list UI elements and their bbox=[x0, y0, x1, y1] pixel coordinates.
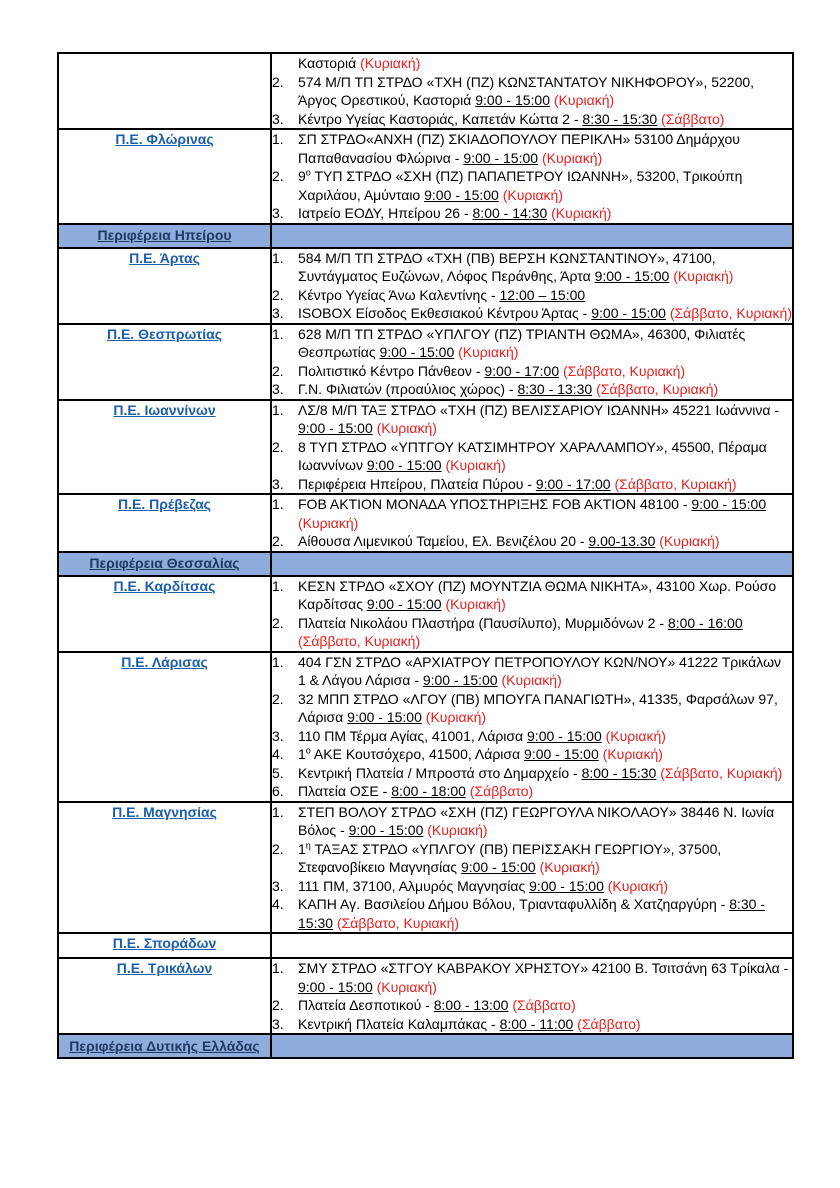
table-row bbox=[58, 652, 793, 802]
day-note: (Σάββατο, Κυριακή) bbox=[669, 305, 792, 321]
table-row bbox=[58, 129, 793, 224]
text-segment: Πολιτιστικό Κέντρο Πάνθεον - bbox=[298, 362, 485, 379]
time-range: 9:00 - 15:00 bbox=[347, 709, 422, 725]
item-number: 1. bbox=[272, 249, 284, 266]
item-number: 1. bbox=[272, 496, 284, 512]
list-item bbox=[272, 745, 792, 764]
section-header-cell bbox=[58, 224, 271, 248]
items-cell bbox=[271, 933, 793, 958]
item-text bbox=[298, 764, 792, 783]
time-range: 9:00 - 15:00 bbox=[298, 978, 373, 995]
section-header-row bbox=[58, 224, 793, 248]
time-range: 8:30 - 13:30 bbox=[517, 381, 593, 397]
item-number: 2. bbox=[272, 533, 284, 549]
list-item bbox=[272, 73, 792, 110]
list-item bbox=[272, 532, 792, 551]
items-cell bbox=[271, 129, 793, 224]
item-text bbox=[298, 54, 792, 73]
day-note: (Κυριακή) bbox=[605, 727, 666, 744]
item-text bbox=[298, 653, 792, 690]
text-segment: ΤΥΠ ΣΤΡΔΟ «ΣΧΗ (ΠΖ) ΠΑΠΑΠΕΤΡΟΥ ΙΩΑΝΝΗ», 53200, Τρικούπη Χαριλάου, Αμύνταιο bbox=[298, 168, 743, 203]
table-row bbox=[58, 494, 793, 552]
item-number: 2. bbox=[272, 997, 284, 1013]
time-range: 9:00 - 15:00 bbox=[529, 877, 604, 894]
time-range: 9:00 - 15:00 bbox=[298, 420, 373, 436]
text-segment: Κέντρο Υγείας Άνω Καλεντίνης - bbox=[298, 286, 500, 303]
item-number: 3. bbox=[272, 381, 284, 397]
item-text bbox=[298, 401, 792, 438]
item-number: 2. bbox=[272, 286, 284, 303]
text-segment: 1 bbox=[298, 840, 306, 857]
day-note: (Κυριακή) bbox=[445, 596, 506, 612]
ordinal-suffix: η bbox=[305, 839, 311, 850]
item-number: 4. bbox=[272, 746, 284, 762]
day-note: (Κυριακή) bbox=[298, 514, 359, 531]
text-segment: 628 Μ/Π ΤΠ ΣΤΡΔΟ «ΥΠΛΓΟΥ (ΠΖ) ΤΡΙΑΝΤΗ ΘΩΜΑ», 46300, Φιλιατές Θεσπρωτίας bbox=[298, 325, 746, 360]
time-range: 9:00 - 15:00 bbox=[422, 672, 498, 688]
region-label: Π.Ε. Καρδίτσας bbox=[113, 577, 216, 594]
list-item bbox=[272, 895, 792, 932]
time-range: 9:00 - 15:00 bbox=[475, 92, 550, 108]
text-segment: ΤΑΞΑΣ ΣΤΡΔΟ «ΥΠΛΓΟΥ (ΠΒ) ΠΕΡΙΣΣΑΚΗ ΓΕΩΡΓΙΟΥ», 37500, Στεφανοβίκειο Μαγνησίας bbox=[298, 840, 722, 875]
item-text bbox=[298, 690, 792, 727]
text-segment: Πλατεία Δεσποτικού - bbox=[298, 997, 434, 1013]
text-segment: Κεντρική Πλατεία / Μπροστά στο Δημαρχείο - bbox=[298, 764, 582, 781]
item-text bbox=[298, 495, 792, 532]
day-note: (Κυριακή) bbox=[659, 533, 720, 549]
text-segment: ΣΠ ΣΤΡΔΟ«ΑΝΧΗ (ΠΖ) ΣΚΙΑΔΟΠΟΥΛΟΥ ΠΕΡΙΚΛΗ» 53100 Δημάρχου Παπαθανασίου Φλώρινα - bbox=[298, 131, 740, 166]
list-item bbox=[272, 167, 792, 204]
item-text bbox=[298, 438, 792, 475]
items-cell bbox=[271, 53, 793, 129]
day-note: (Σάββατο) bbox=[512, 997, 576, 1013]
day-note: (Κυριακή) bbox=[376, 420, 437, 436]
item-number: 2. bbox=[272, 438, 284, 455]
list-item bbox=[272, 475, 792, 494]
item-number: 1. bbox=[272, 131, 284, 147]
text-segment: 404 ΓΣΝ ΣΤΡΔΟ «ΑΡΧΙΑΤΡΟΥ ΠΕΤΡΟΠΟΥΛΟΥ ΚΩΝ/ΝΟΥ» 41222 Τρικάλων 1 & Λάγου Λάρισα - bbox=[298, 653, 781, 688]
item-number: 1. bbox=[272, 401, 284, 418]
items-cell bbox=[271, 576, 793, 652]
item-number: 1. bbox=[272, 803, 284, 820]
items-cell bbox=[271, 248, 793, 324]
ordinal-suffix: ο bbox=[305, 167, 311, 178]
region-cell bbox=[58, 933, 271, 958]
region-label: Π.Ε. Φλώρινας bbox=[115, 131, 214, 147]
item-text bbox=[298, 304, 792, 323]
item-text bbox=[298, 840, 792, 877]
table-row bbox=[58, 933, 793, 958]
text-segment: ΣΤΕΠ ΒΟΛΟΥ ΣΤΡΔΟ «ΣΧΗ (ΠΖ) ΓΕΩΡΓΟΥΛΑ ΝΙΚΟΛΑΟΥ» 38446 Ν. Ιωνία Βόλος - bbox=[298, 803, 775, 838]
region-label: Π.Ε. Πρέβεζας bbox=[118, 496, 211, 512]
section-header-label: Περιφέρεια Δυτικής Ελλάδας bbox=[69, 1037, 260, 1054]
item-number: 3. bbox=[272, 1015, 284, 1032]
text-segment: ISOBOX Είσοδος Εκθεσιακού Κέντρου Άρτας - bbox=[298, 305, 592, 321]
item-number: 2. bbox=[272, 614, 284, 631]
time-range: 9:00 - 17:00 bbox=[484, 362, 560, 379]
text-segment: 9 bbox=[298, 168, 306, 184]
items-cell bbox=[271, 324, 793, 400]
list-item bbox=[272, 110, 792, 129]
ordinal-suffix: ο bbox=[305, 745, 311, 756]
item-number: 3. bbox=[272, 205, 284, 221]
day-note: (Κυριακή) bbox=[376, 978, 437, 995]
item-text bbox=[298, 959, 792, 996]
item-text bbox=[298, 204, 792, 223]
item-text bbox=[298, 167, 792, 204]
region-cell bbox=[58, 324, 271, 400]
table-row bbox=[58, 53, 793, 129]
item-number: 2. bbox=[272, 362, 284, 379]
list-item bbox=[272, 996, 792, 1015]
list-item bbox=[272, 840, 792, 877]
item-number: 3. bbox=[272, 305, 284, 321]
item-number: 2. bbox=[272, 690, 284, 707]
text-segment: FOB AKTION ΜΟΝΑΔΑ ΥΠΟΣΤΗΡΙΞΗΣ FOB AKTION 48100 - bbox=[298, 496, 692, 512]
item-number: 1. bbox=[272, 577, 284, 594]
item-number: 1. bbox=[272, 653, 284, 670]
day-note: (Κυριακή) bbox=[551, 205, 612, 221]
items-cell bbox=[271, 494, 793, 552]
text-segment: Περιφέρεια Ηπείρου, Πλατεία Πύρου - bbox=[298, 475, 536, 492]
text-segment: Ιατρείο ΕΟΔΥ, Ηπείρου 26 - bbox=[298, 205, 473, 221]
item-text bbox=[298, 130, 792, 167]
item-text bbox=[298, 996, 792, 1015]
section-header-cell bbox=[58, 1034, 271, 1058]
time-range: 8:30 - 15:30 bbox=[582, 110, 658, 127]
time-range: 9:00 - 15:00 bbox=[348, 822, 424, 838]
table-body bbox=[58, 53, 793, 1058]
time-range: 9:00 - 15:00 bbox=[366, 596, 442, 612]
items-cell bbox=[271, 400, 793, 495]
item-text bbox=[298, 1015, 792, 1034]
day-note: (Κυριακή) bbox=[425, 709, 487, 725]
list-item bbox=[272, 438, 792, 475]
list-item bbox=[272, 204, 792, 223]
day-note: (Κυριακή) bbox=[360, 55, 421, 71]
item-text bbox=[298, 877, 792, 896]
list-item bbox=[272, 130, 792, 167]
day-note: (Σάββατο) bbox=[661, 110, 725, 127]
time-range: 9:00 - 15:00 bbox=[463, 149, 539, 166]
section-header-row bbox=[58, 552, 793, 576]
text-segment: Κεντρική Πλατεία Καλαμπάκας - bbox=[298, 1015, 500, 1032]
list-item bbox=[272, 764, 792, 783]
item-text bbox=[298, 362, 792, 381]
item-number: 5. bbox=[272, 764, 284, 781]
list-item bbox=[272, 495, 792, 532]
time-range: 9:00 - 17:00 bbox=[535, 475, 611, 492]
list-item bbox=[272, 803, 792, 840]
day-note: (Κυριακή) bbox=[445, 457, 506, 473]
item-number: 6. bbox=[272, 783, 284, 799]
item-number: 3. bbox=[272, 727, 284, 744]
table-row bbox=[58, 958, 793, 1034]
table-row bbox=[58, 324, 793, 400]
time-range: 9.00-13.30 bbox=[588, 533, 656, 549]
list-item bbox=[272, 877, 792, 896]
section-header-spacer-cell bbox=[271, 552, 793, 576]
text-segment: Πλατεία ΟΣΕ - bbox=[298, 783, 392, 799]
item-number: 4. bbox=[272, 896, 284, 912]
time-range: 9:00 - 15:00 bbox=[527, 727, 602, 744]
time-range: 8:00 - 16:00 bbox=[667, 614, 743, 631]
day-note: (Σάββατο) bbox=[469, 783, 534, 799]
item-text bbox=[298, 325, 792, 362]
table-row bbox=[58, 576, 793, 652]
table-row bbox=[58, 400, 793, 495]
item-text bbox=[298, 895, 792, 932]
text-segment: ΣΜΥ ΣΤΡΔΟ «ΣΤΓΟΥ ΚΑΒΡΑΚΟΥ ΧΡΗΣΤΟΥ» 42100 Β. Τσιτσάνη 63 Τρίκαλα - bbox=[298, 960, 789, 976]
day-note: (Κυριακή) bbox=[553, 92, 615, 108]
region-cell bbox=[58, 494, 271, 552]
list-item bbox=[272, 380, 792, 399]
list-item bbox=[272, 782, 792, 801]
section-header-row bbox=[58, 1034, 793, 1058]
time-range: 12:00 – 15:00 bbox=[499, 286, 586, 303]
time-range: 8:00 - 18:00 bbox=[391, 783, 466, 799]
text-segment: 32 ΜΠΠ ΣΤΡΔΟ «ΛΓΟΥ (ΠΒ) ΜΠΟΥΓΑ ΠΑΝΑΓΙΩΤΗ», 41335, Φαρσάλων 97, Λάρισα bbox=[298, 690, 778, 725]
time-range: 9:00 - 15:00 bbox=[594, 268, 670, 284]
time-range: 8:00 - 15:30 bbox=[581, 764, 657, 781]
item-text bbox=[298, 532, 792, 551]
region-cell bbox=[58, 53, 271, 129]
section-header-label: Περιφέρεια Ηπείρου bbox=[97, 227, 232, 244]
text-segment: ΑΚΕ Κουτσόχερο, 41500, Λάρισα bbox=[310, 746, 525, 762]
day-note: (Κυριακή) bbox=[541, 149, 603, 166]
list-item bbox=[272, 727, 792, 746]
list-item bbox=[272, 1015, 792, 1034]
item-text bbox=[298, 475, 792, 494]
region-cell bbox=[58, 652, 271, 802]
text-segment: 111 ΠΜ, 37100, Αλμυρός Μαγνησίας bbox=[298, 877, 530, 894]
time-range: 9:00 - 15:00 bbox=[366, 457, 442, 473]
text-segment: 1 bbox=[298, 746, 306, 762]
time-range: 9:00 - 15:00 bbox=[524, 746, 599, 762]
section-header-spacer-cell bbox=[271, 224, 793, 248]
list-item bbox=[272, 401, 792, 438]
list-item bbox=[272, 362, 792, 381]
item-text bbox=[298, 803, 792, 840]
items-cell bbox=[271, 652, 793, 802]
region-cell bbox=[58, 576, 271, 652]
text-segment: 584 Μ/Π ΤΠ ΣΤΡΔΟ «ΤΧΗ (ΠΒ) ΒΕΡΣΗ ΚΩΝΣΤΑΝΤΙΝΟΥ», 47100, Συντάγματος Ευζώνων, Λόφος Περάνθης, Άρτα bbox=[298, 249, 716, 284]
day-note: (Κυριακή) bbox=[539, 859, 600, 875]
list-item bbox=[272, 653, 792, 690]
list-item bbox=[272, 304, 792, 323]
region-label: Π.Ε. Θεσπρωτίας bbox=[106, 325, 223, 342]
day-note: (Κυριακή) bbox=[427, 822, 488, 838]
day-note: (Κυριακή) bbox=[607, 877, 669, 894]
list-item bbox=[272, 614, 792, 651]
item-number: 3. bbox=[272, 110, 284, 127]
text-segment: 110 ΠΜ Τέρμα Αγίας, 41001, Λάρισα bbox=[298, 727, 528, 744]
item-text bbox=[298, 614, 792, 651]
text-segment: ΚΑΠΗ Αγ. Βασιλείου Δήμου Βόλου, Τριανταφυλλίδη & Χατζηαργύρη - bbox=[298, 896, 730, 912]
day-note: (Σάββατο, Κυριακή) bbox=[298, 633, 421, 649]
item-text bbox=[298, 782, 792, 801]
items-cell bbox=[271, 958, 793, 1034]
section-header-spacer-cell bbox=[271, 1034, 793, 1058]
region-label: Π.Ε. Ιωαννίνων bbox=[113, 401, 216, 418]
day-note: (Κυριακή) bbox=[501, 672, 562, 688]
day-note: (Σάββατο, Κυριακή) bbox=[660, 764, 783, 781]
day-note: (Σάββατο) bbox=[577, 1015, 641, 1032]
region-cell bbox=[58, 129, 271, 224]
item-text bbox=[298, 745, 792, 764]
list-item bbox=[272, 286, 792, 305]
text-segment: ΚΕΣΝ ΣΤΡΔΟ «ΣΧΟΥ (ΠΖ) ΜΟΥΝΤΖΙΑ ΘΩΜΑ ΝΙΚΗΤΑ», 43100 Χωρ. Ρούσο Καρδίτσας bbox=[298, 577, 777, 612]
item-text bbox=[298, 727, 792, 746]
day-note: (Σάββατο, Κυριακή) bbox=[563, 362, 686, 379]
day-note: (Κυριακή) bbox=[458, 344, 519, 360]
time-range: 8:30 - 15:30 bbox=[298, 896, 765, 931]
item-text bbox=[298, 249, 792, 286]
region-cell bbox=[58, 802, 271, 934]
item-text bbox=[298, 110, 792, 129]
day-note: (Κυριακή) bbox=[602, 746, 663, 762]
time-range: 9:00 - 15:00 bbox=[424, 186, 499, 203]
section-header-label: Περιφέρεια Θεσσαλίας bbox=[89, 555, 240, 572]
table-row bbox=[58, 802, 793, 934]
time-range: 9:00 - 15:00 bbox=[379, 344, 455, 360]
item-number: 1. bbox=[272, 960, 284, 976]
text-segment: 574 Μ/Π ΤΠ ΣΤΡΔΟ «ΤΧΗ (ΠΖ) ΚΩΝΣΤΑΝΤΑΤΟΥ ΝΙΚΗΦΟΡΟΥ», 52200, Άργος Ορεστικού, Καστοριά bbox=[298, 73, 755, 108]
list-item bbox=[272, 690, 792, 727]
vaccination-points-table bbox=[57, 52, 794, 1059]
list-item bbox=[272, 959, 792, 996]
item-text bbox=[298, 577, 792, 614]
item-number: 3. bbox=[272, 877, 284, 894]
items-cell bbox=[271, 802, 793, 934]
region-cell bbox=[58, 400, 271, 495]
day-note: (Σάββατο, Κυριακή) bbox=[614, 475, 737, 492]
list-item bbox=[272, 54, 792, 73]
item-number: 2. bbox=[272, 168, 284, 184]
text-segment: Καστοριά bbox=[298, 55, 361, 71]
item-number: 2. bbox=[272, 840, 284, 857]
list-item bbox=[272, 577, 792, 614]
section-header-cell bbox=[58, 552, 271, 576]
time-range: 8:00 - 11:00 bbox=[499, 1015, 574, 1032]
item-number: 2. bbox=[272, 73, 284, 90]
text-segment: Γ.Ν. Φιλιατών (προαύλιος χώρος) - bbox=[298, 381, 518, 397]
text-segment: ΛΣ/8 Μ/Π ΤΑΞ ΣΤΡΔΟ «ΤΧΗ (ΠΖ) ΒΕΛΙΣΣΑΡΙΟΥ ΙΩΑΝΝΗ» 45221 Ιωάννινα - bbox=[298, 401, 779, 418]
list-item bbox=[272, 325, 792, 362]
item-text bbox=[298, 73, 792, 110]
text-segment: Πλατεία Νικολάου Πλαστήρα (Παυσίλυπο), Μυρμιδόνων 2 - bbox=[298, 614, 668, 631]
item-number: 3. bbox=[272, 475, 284, 492]
time-range: 8:00 - 14:30 bbox=[472, 205, 548, 221]
day-note: (Σάββατο, Κυριακή) bbox=[596, 381, 719, 397]
region-cell bbox=[58, 958, 271, 1034]
region-label: Π.Ε. Λάρισας bbox=[121, 653, 208, 670]
list-item bbox=[272, 249, 792, 286]
item-text bbox=[298, 286, 792, 305]
region-label: Π.Ε. Σποράδων bbox=[112, 935, 217, 951]
day-note: (Κυριακή) bbox=[502, 186, 564, 203]
text-segment: Αίθουσα Λιμενικού Ταμείου, Ελ. Βενιζέλου 20 - bbox=[298, 533, 589, 549]
region-cell bbox=[58, 248, 271, 324]
day-note: (Σάββατο, Κυριακή) bbox=[336, 914, 460, 931]
day-note: (Κυριακή) bbox=[673, 268, 734, 284]
time-range: 9:00 - 15:00 bbox=[591, 305, 666, 321]
item-text bbox=[298, 380, 792, 399]
text-segment: Κέντρο Υγείας Καστοριάς, Καπετάν Κώττα 2 - bbox=[298, 110, 583, 127]
time-range: 9:00 - 15:00 bbox=[460, 859, 536, 875]
region-label: Π.Ε. Τρικάλων bbox=[116, 960, 213, 976]
region-label: Π.Ε. Άρτας bbox=[129, 249, 200, 266]
item-number: 1. bbox=[272, 325, 284, 342]
table-row bbox=[58, 248, 793, 324]
time-range: 8:00 - 13:00 bbox=[433, 997, 509, 1013]
text-segment: 8 ΤΥΠ ΣΤΡΔΟ «ΥΠΤΓΟΥ ΚΑΤΣΙΜΗΤΡΟΥ ΧΑΡΑΛΑΜΠΟΥ», 45500, Πέραμα Ιωαννίνων bbox=[298, 438, 767, 473]
region-label: Π.Ε. Μαγνησίας bbox=[112, 803, 217, 820]
time-range: 9:00 - 15:00 bbox=[691, 496, 767, 512]
